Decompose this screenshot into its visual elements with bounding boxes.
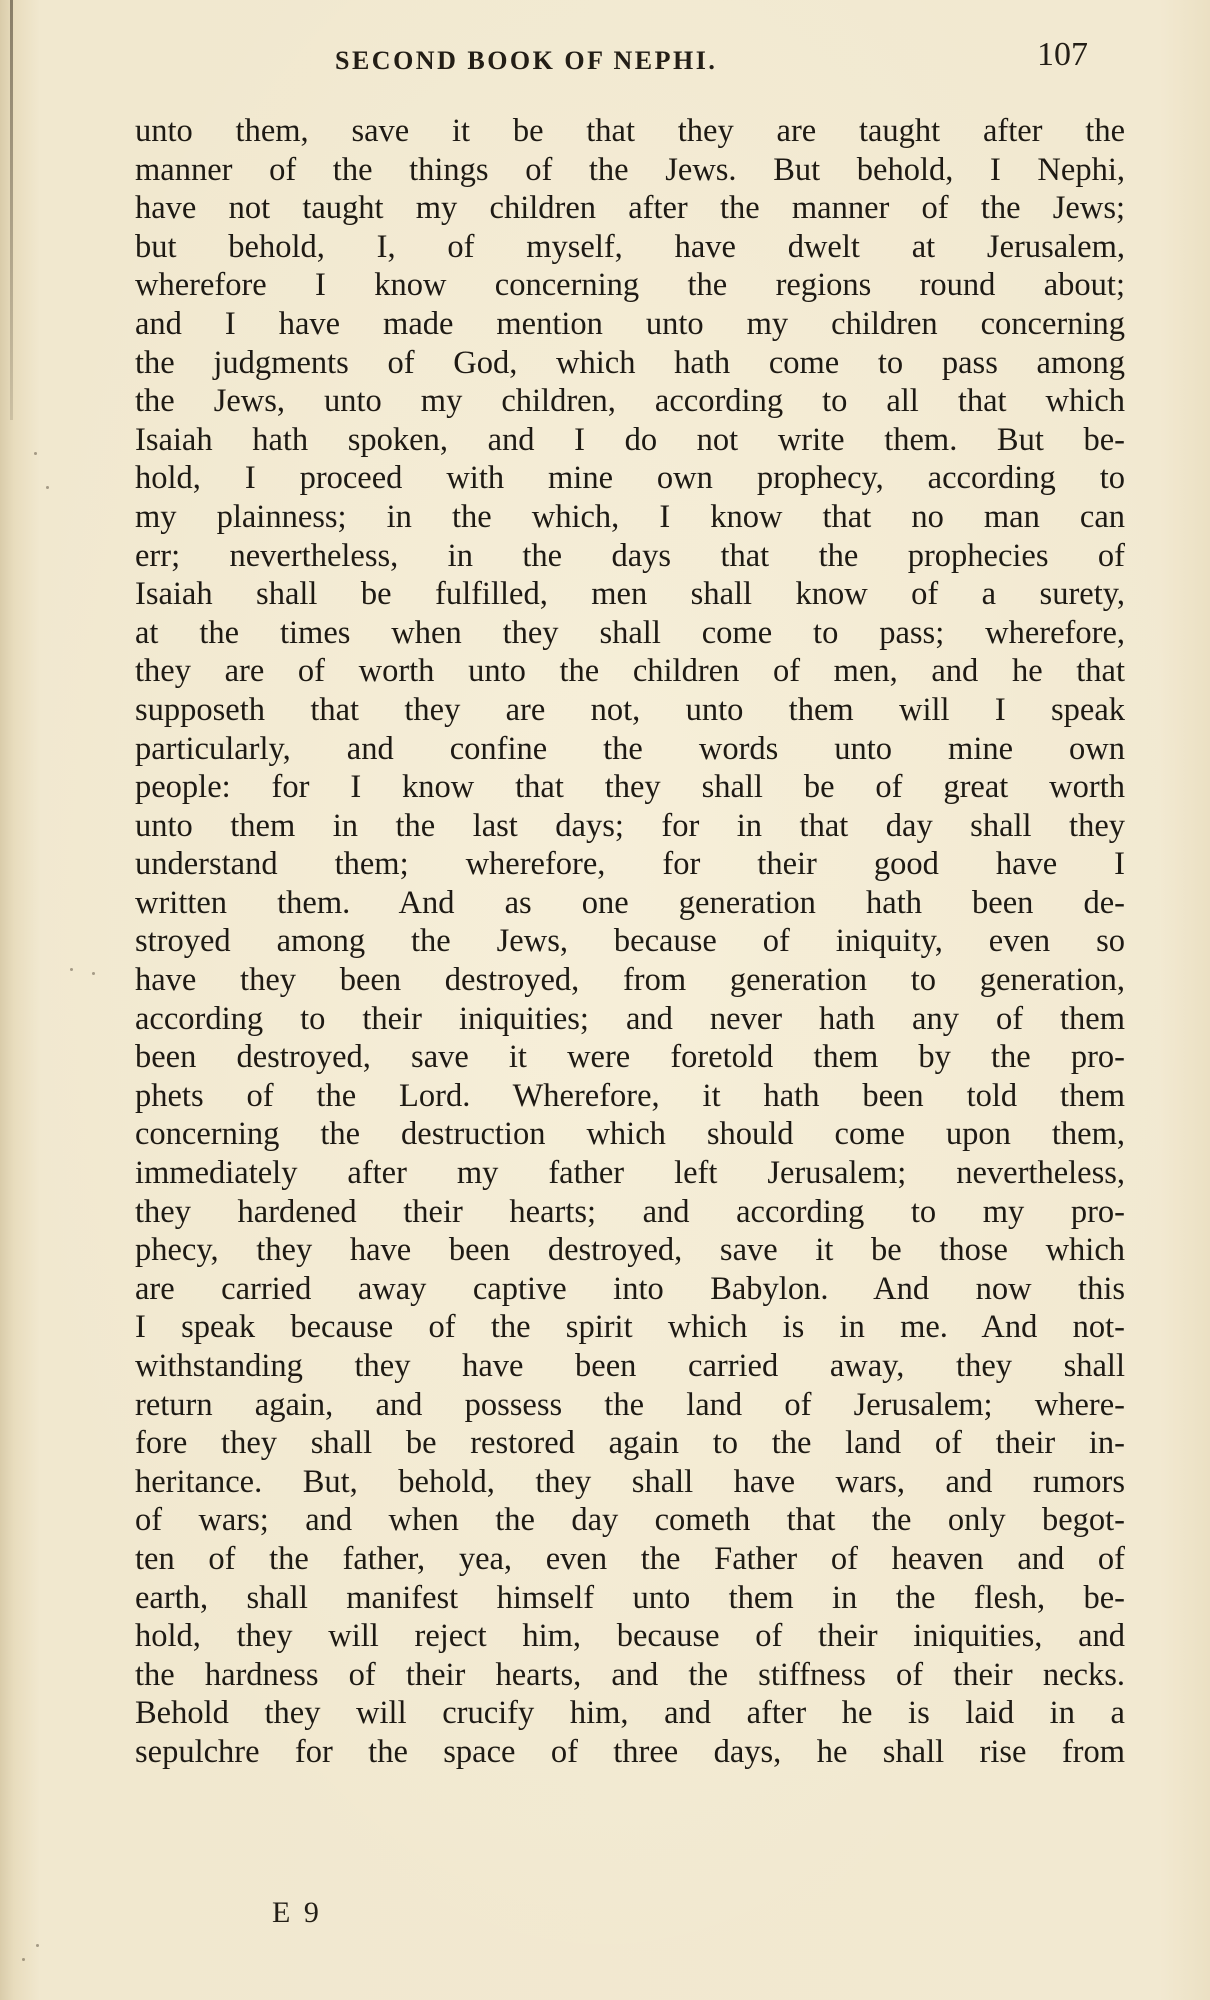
text-line: wherefore I know concerning the regions round about;	[135, 267, 1125, 304]
text-line: and I have made mention unto my children concerning	[135, 305, 1125, 342]
text-line: of wars; and when the day cometh that the only begot-	[135, 1502, 1125, 1539]
text-line: people: for I know that they shall be of great worth	[135, 769, 1125, 806]
text-line: Isaiah hath spoken, and I do not write them. But be-	[135, 421, 1125, 458]
text-line: sepulchre for the space of three days, he shall rise from	[135, 1733, 1125, 1770]
paper-speck	[92, 972, 95, 975]
text-line: supposeth that they are not, unto them will I speak	[135, 691, 1125, 728]
text-line: heritance. But, behold, they shall have wars, and rumors	[135, 1463, 1125, 1500]
text-line: according to their iniquities; and never hath any of them	[135, 1000, 1125, 1037]
text-line: the hardness of their hearts, and the stiffness of their necks.	[135, 1656, 1125, 1693]
text-line: unto them in the last days; for in that day shall they	[135, 807, 1125, 844]
text-line: phecy, they have been destroyed, save it be those which	[135, 1232, 1125, 1269]
text-line: the judgments of God, which hath come to pass among	[135, 344, 1125, 381]
text-line: immediately after my father left Jerusalem; nevertheless,	[135, 1155, 1125, 1192]
text-line: I speak because of the spirit which is in me. And not-	[135, 1309, 1125, 1346]
text-line: particularly, and confine the words unto mine own	[135, 730, 1125, 767]
text-line: err; nevertheless, in the days that the prophecies of	[135, 537, 1125, 574]
paper-speck	[22, 1958, 25, 1961]
text-line: my plainness; in the which, I know that no man can	[135, 498, 1125, 535]
paper-speck	[34, 452, 37, 455]
body-text	[135, 112, 1125, 1772]
paper-speck	[70, 968, 73, 971]
text-line: been destroyed, save it were foretold them by the pro-	[135, 1039, 1125, 1076]
text-line: stroyed among the Jews, because of iniquity, even so	[135, 923, 1125, 960]
paper-speck	[36, 1944, 39, 1947]
text-line: Isaiah shall be fulfilled, men shall know of a surety,	[135, 576, 1125, 613]
text-line: ten of the father, yea, even the Father of heaven and of	[135, 1540, 1125, 1577]
text-line: manner of the things of the Jews. But behold, I Nephi,	[135, 151, 1125, 188]
text-line: at the times when they shall come to pass; wherefore,	[135, 614, 1125, 651]
text-line: the Jews, unto my children, according to all that which	[135, 383, 1125, 420]
paper-speck	[46, 486, 49, 489]
text-line: fore they shall be restored again to the land of their in-	[135, 1425, 1125, 1462]
running-head: SECOND BOOK OF NEPHI.	[335, 46, 718, 75]
text-line: Behold they will crucify him, and after he is laid in a	[135, 1695, 1125, 1732]
page-binding-edge	[10, 0, 13, 420]
text-line: phets of the Lord. Wherefore, it hath been told them	[135, 1077, 1125, 1114]
text-line: earth, shall manifest himself unto them in the flesh, be-	[135, 1579, 1125, 1616]
page-number: 107	[1037, 36, 1088, 73]
text-line: hold, they will reject him, because of their iniquities, and	[135, 1618, 1125, 1655]
text-line: hold, I proceed with mine own prophecy, according to	[135, 460, 1125, 497]
text-line: they are of worth unto the children of men, and he that	[135, 653, 1125, 690]
text-line: but behold, I, of myself, have dwelt at Jerusalem,	[135, 228, 1125, 265]
text-line: written them. And as one generation hath been de-	[135, 884, 1125, 921]
text-line: unto them, save it be that they are taught after the	[135, 113, 1125, 149]
text-line: concerning the destruction which should come upon them,	[135, 1116, 1125, 1153]
text-line: return again, and possess the land of Jerusalem; where-	[135, 1386, 1125, 1423]
text-line: withstanding they have been carried away, they shall	[135, 1348, 1125, 1384]
text-line: they hardened their hearts; and according to my pro-	[135, 1193, 1125, 1230]
text-line: understand them; wherefore, for their good have I	[135, 846, 1125, 883]
text-line: are carried away captive into Babylon. And now this	[135, 1270, 1125, 1307]
text-line: have they been destroyed, from generation to generation,	[135, 962, 1125, 999]
signature-mark: E 9	[272, 1896, 322, 1929]
text-line: have not taught my children after the manner of the Jews;	[135, 190, 1125, 227]
